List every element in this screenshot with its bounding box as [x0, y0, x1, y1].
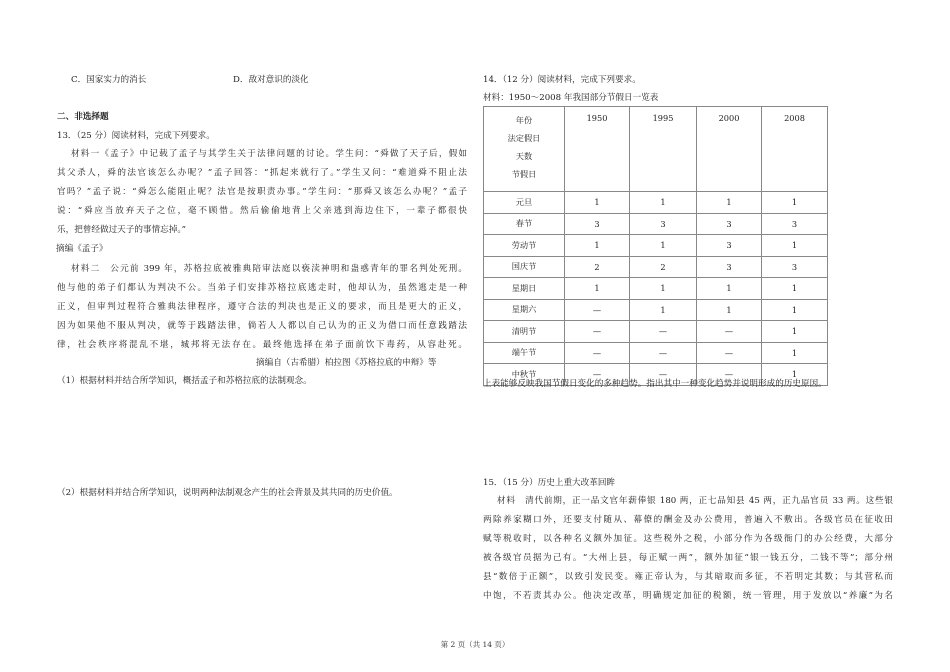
holiday-days-cell: 1	[762, 299, 828, 321]
holiday-days-cell: 1	[630, 278, 697, 300]
year-header: 2000	[697, 107, 762, 192]
table-caption: 材料：1950～2008 年我国部分节假日一览表	[483, 93, 659, 103]
material-line: 赋等税收时，以各种名义额外加征。这些税外之税，小部分作为各级衙门的办公经费，大部分	[483, 534, 893, 544]
table-row	[484, 256, 828, 278]
holiday-name-cell: 元旦	[484, 192, 565, 214]
holiday-days-cell: 1	[697, 299, 762, 321]
holiday-days-cell: 1	[630, 299, 697, 321]
holiday-days-cell: 3	[697, 235, 762, 257]
table-header-row	[484, 107, 828, 192]
material-line: 中饱，不若责其办公。他决定改革，明确规定加征的税额，统一管理，用于发放以“养廉”为名	[483, 591, 893, 601]
header-line: 天数	[515, 151, 533, 161]
table-row	[484, 235, 828, 257]
holiday-days-cell: 1	[762, 235, 828, 257]
holiday-name-cell: 中秋节	[484, 364, 565, 386]
material-line: 其父杀人，舜的法官该怎么办呢？”孟子回答：“抓起来就行了。”学生又问：“难道舜不阻止法	[57, 168, 467, 178]
holiday-days-cell: 1	[762, 192, 828, 214]
holiday-days-cell: —	[630, 321, 697, 343]
holiday-days-cell: 1	[762, 278, 828, 300]
table-row	[484, 192, 828, 214]
year-header: 2008	[762, 107, 828, 192]
holiday-days-cell: 1	[762, 364, 828, 386]
holiday-days-cell: 1	[762, 342, 828, 364]
holiday-days-cell: —	[697, 364, 762, 386]
holiday-days-cell: 1	[565, 192, 630, 214]
q14-title: 14．（12 分）阅读材料，完成下列要求。	[483, 75, 641, 85]
holiday-days-cell: 1	[630, 192, 697, 214]
holiday-days-cell: 3	[697, 213, 762, 235]
material-line: 他与他的弟子们都认为判决不公。当弟子们安排苏格拉底逃走时，他却认为，虽然逃走是一种	[57, 283, 467, 293]
header-line: 年份	[515, 115, 533, 125]
material-line: 两除养家糊口外，还要支付随从、幕僚的酬金及办公费用，普遍入不敷出。各级官员在征收田	[483, 515, 893, 525]
year-header: 1995	[630, 107, 697, 192]
holiday-days-cell: 1	[565, 235, 630, 257]
material-line: 律，社会秩序将混乱不堪，城邦将无法存在。最终他选择在弟子面前饮下毒药，从容赴死。	[57, 340, 467, 350]
table-header-cell	[484, 107, 565, 192]
holiday-days-cell: 2	[565, 256, 630, 278]
table-row	[484, 321, 828, 343]
holiday-name-cell: 星期日	[484, 278, 565, 300]
table-row	[484, 342, 828, 364]
year-header: 1950	[565, 107, 630, 192]
holiday-days-cell: —	[697, 321, 762, 343]
table-row	[484, 278, 828, 300]
material-line: 被各级官员据为己有。“大州上县，每正赋一两”，额外加征“银一钱五分，二钱不等”；部分州	[483, 553, 893, 563]
material-line: 乐，把曾经做过天子的事情忘掉。”	[57, 225, 187, 235]
holiday-days-cell: 3	[630, 213, 697, 235]
q13-part-2: （2）根据材料并结合所学知识，说明两种法制观念产生的社会背景及其共同的历史价值。	[57, 488, 398, 498]
holiday-days-cell: 1	[697, 278, 762, 300]
material-source: 摘编《孟子》	[56, 244, 108, 254]
holiday-days-cell: 1	[697, 192, 762, 214]
q13-part-1: （1）根据材料并结合所学知识，概括孟子和苏格拉底的法制观念。	[57, 376, 312, 386]
holiday-days-cell: 3	[697, 256, 762, 278]
material-line: 材料一《孟子》中记载了孟子与其学生关于法律问题的讨论。学生问：“舜做了天子后，假如	[71, 149, 467, 159]
option-c: C．国家实力的消长	[71, 75, 147, 85]
material-line: 县“数倍于正额”，以致引发民变。雍正帝认为，与其暗取而多征，不若明定其数；与其营私而	[483, 572, 893, 582]
holiday-days-cell: —	[630, 342, 697, 364]
material-line: 说：“舜应当放弃天子之位，毫不顾惜。然后偷偷地背上父亲逃到海边住下，一辈子都很快	[57, 206, 467, 216]
table-row	[484, 299, 828, 321]
material-line: 正义，但审判过程符合雅典法律程序，遵守合法的判决也是正义的要求，而且是更大的正义，	[57, 302, 467, 312]
holiday-days-cell: 2	[630, 256, 697, 278]
material-line: 材料 清代前期，正一品文官年薪俸银 180 两，正七品知县 45 两，正九品官员 33 两。这些银	[497, 496, 893, 506]
q14-question: 上表能够反映我国节假日变化的多种趋势。指出其中一种变化趋势并说明形成的历史原因。	[483, 379, 827, 389]
holiday-days-cell: —	[697, 342, 762, 364]
q13-title: 13．（25 分）阅读材料，完成下列要求。	[57, 131, 215, 141]
holiday-table	[483, 106, 828, 386]
holiday-days-cell: 1	[630, 235, 697, 257]
material-line: 因为如果他不服从判决，就等于践踏法律，倘若人人都以自己认为的正义为借口而任意践踏法	[57, 321, 467, 331]
material-line: 材料二 公元前 399 年，苏格拉底被雅典陪审法庭以亵渎神明和蛊惑青年的罪名判处死刑。	[71, 264, 467, 274]
holiday-name-cell: 春节	[484, 213, 565, 235]
holiday-days-cell: —	[565, 321, 630, 343]
holiday-name-cell: 劳动节	[484, 235, 565, 257]
q15-title: 15．（15 分）历史上重大改革回眸	[483, 478, 616, 488]
table-row	[484, 213, 828, 235]
header-line: 法定假日	[507, 133, 541, 143]
holiday-name-cell: 端午节	[484, 342, 565, 364]
holiday-name-cell: 清明节	[484, 321, 565, 343]
page-footer: 第 2 页（共 14 页）	[440, 640, 510, 649]
holiday-days-cell: —	[565, 364, 630, 386]
holiday-name-cell: 星期六	[484, 299, 565, 321]
holiday-name-cell: 国庆节	[484, 256, 565, 278]
material-source: 摘编自（古希腊）柏拉图《苏格拉底的申辩》等	[256, 358, 437, 368]
holiday-days-cell: 3	[565, 213, 630, 235]
option-d: D．敌对意识的淡化	[233, 75, 309, 85]
holiday-days-cell: —	[565, 342, 630, 364]
holiday-days-cell: —	[565, 299, 630, 321]
section-title: 二、非选择题	[57, 112, 109, 122]
holiday-days-cell: 1	[565, 278, 630, 300]
holiday-days-cell: 3	[762, 256, 828, 278]
holiday-days-cell: —	[630, 364, 697, 386]
header-line: 节假日	[511, 169, 537, 179]
holiday-days-cell: 3	[762, 213, 828, 235]
holiday-days-cell: 1	[762, 321, 828, 343]
material-line: 官吗？”孟子说：“舜怎么能阻止呢？法官是按职责办事。”学生问：“那舜又该怎么办呢？”孟子	[57, 187, 467, 197]
